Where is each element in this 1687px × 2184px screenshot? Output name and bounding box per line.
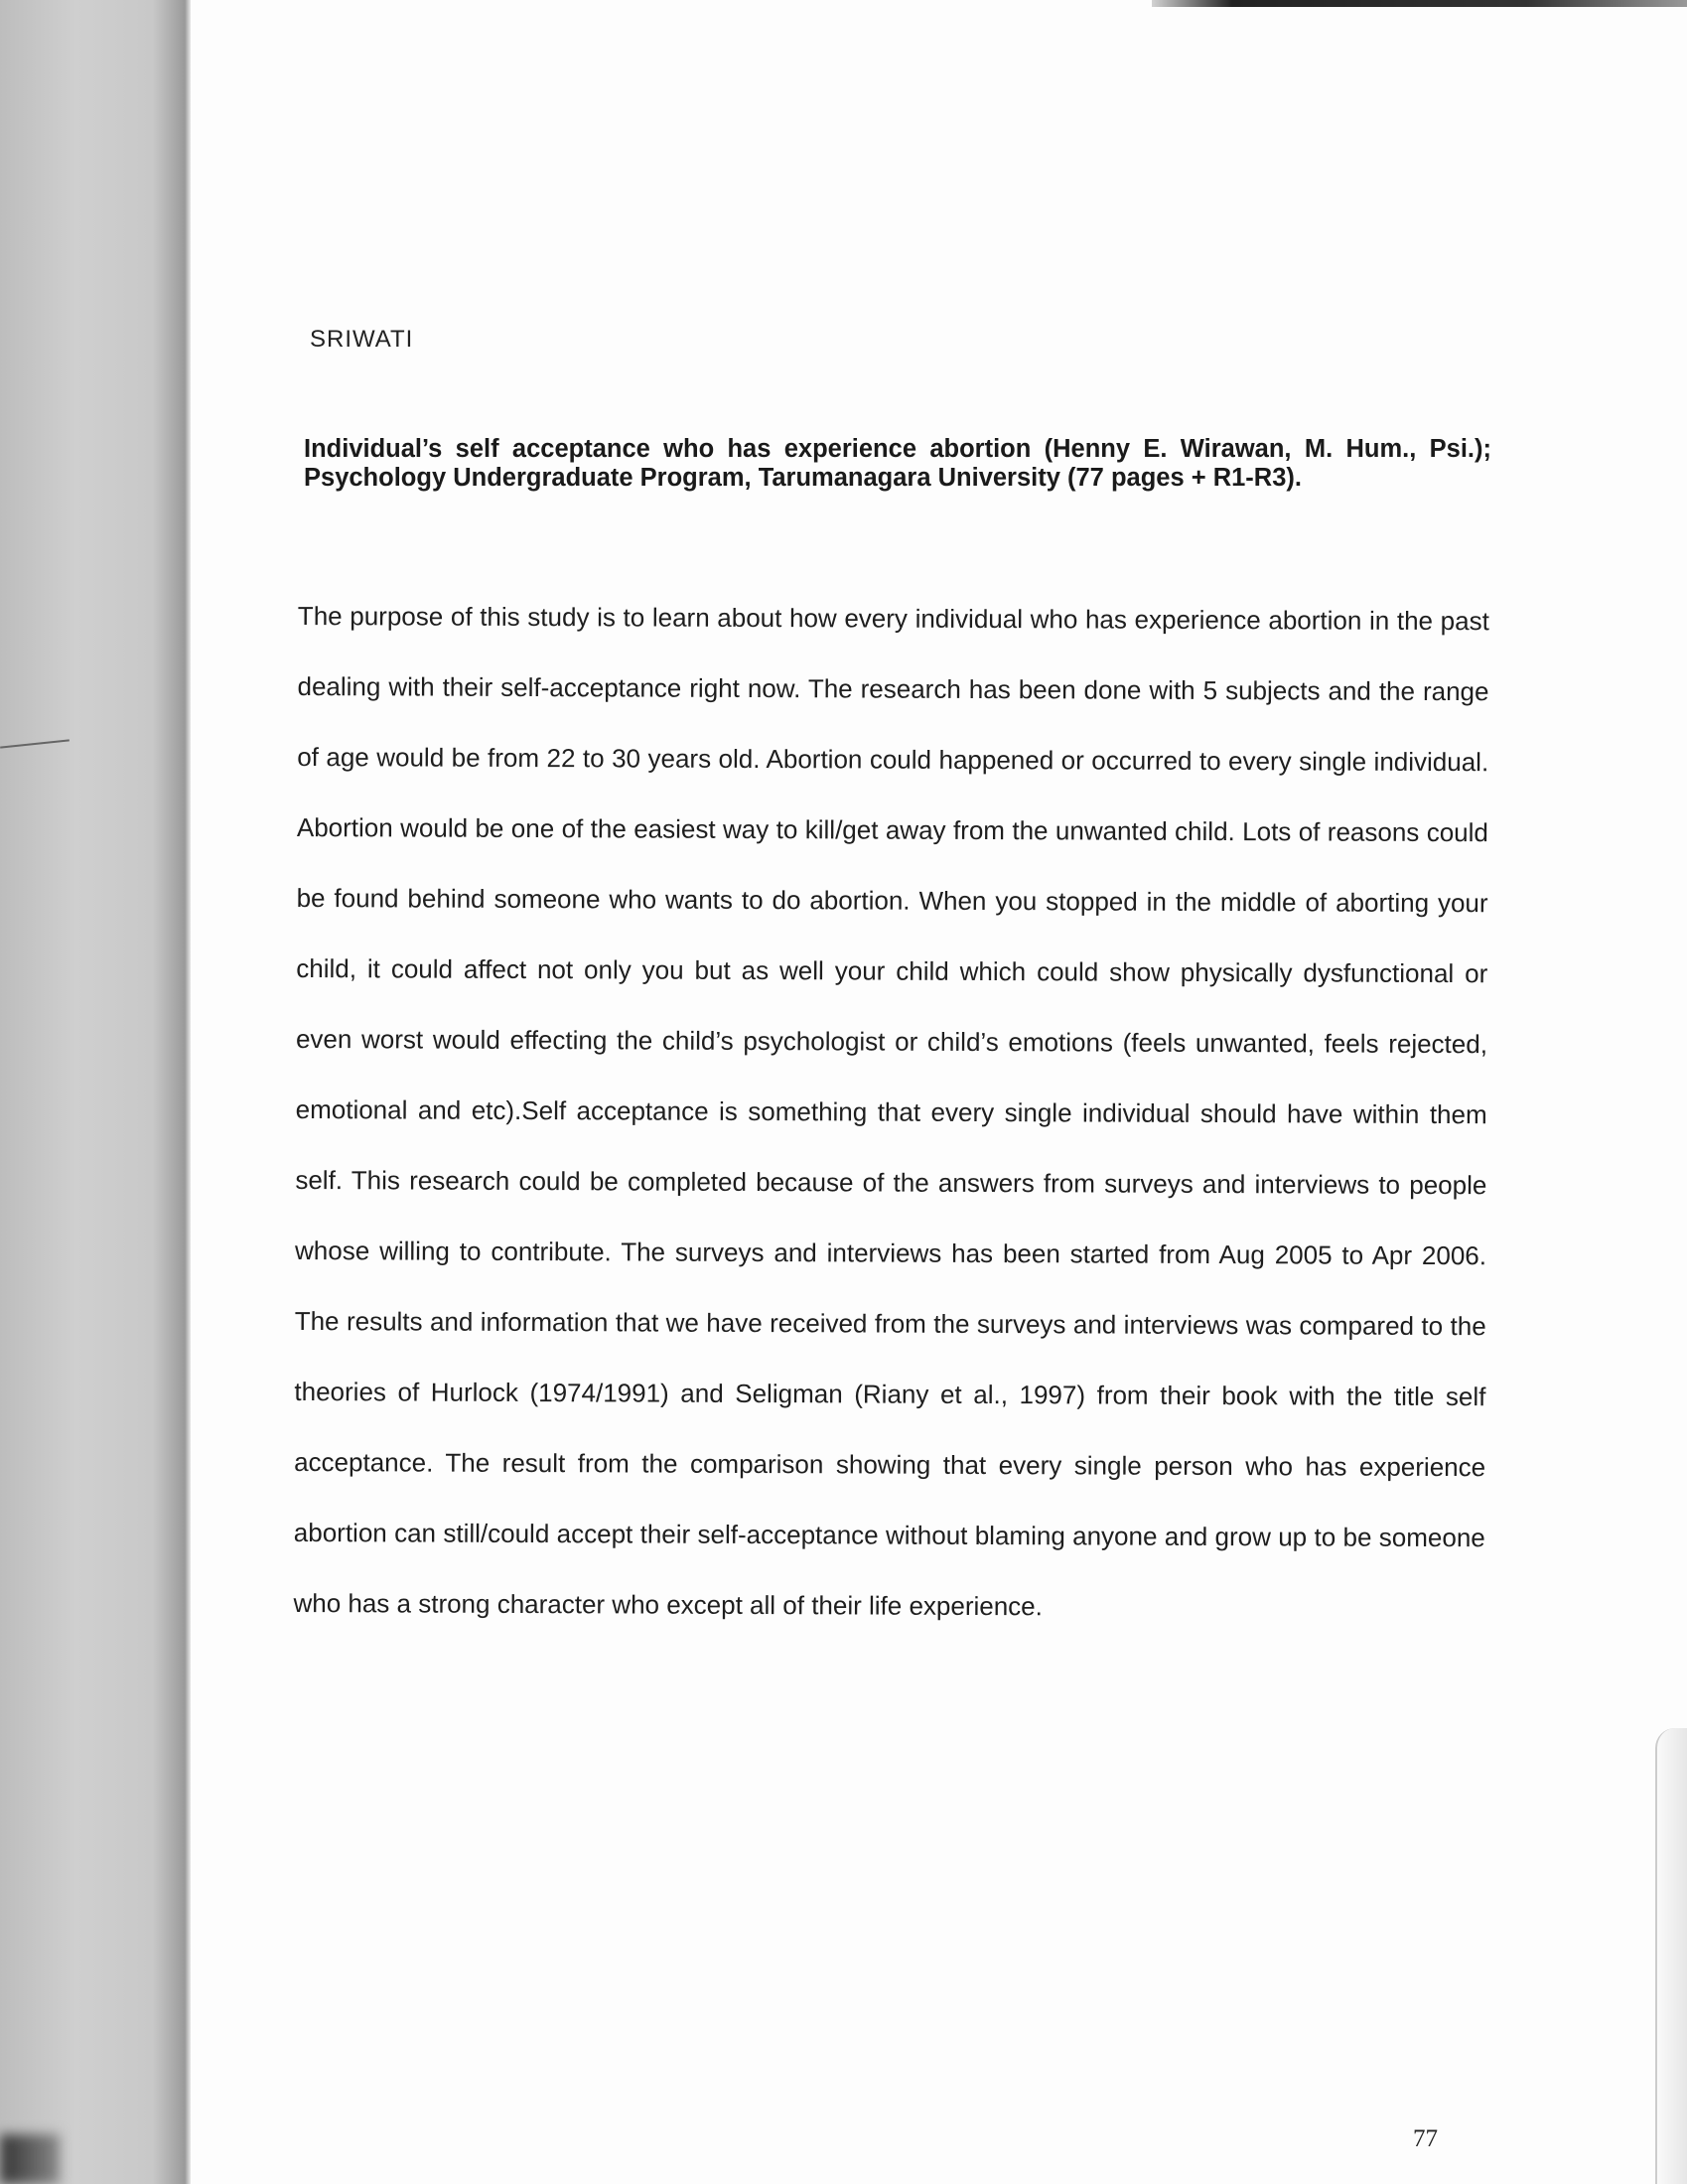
author-name: SRIWATI — [310, 326, 414, 353]
page-number: 77 — [1413, 2125, 1438, 2152]
thesis-citation: Individual’s self acceptance who has experience abortion (Henny E. Wirawan, M. Hum., Psi.); Psychology Undergraduate Program, Tarumanagara University (77 pages + R1-R3). — [304, 435, 1491, 492]
abstract-paragraph: The purpose of this study is to learn about how every individual who has experience abortion in the past dealing with their self-acceptance right now. The research has been done with 5 subjects and the range of age would be from 22 to 30 years old. Abortion could happened or occurred to every single individual. Abortion would be one of the easiest way to kill/get away from the unwanted child. Lots of reasons could be found behind someone who wants to do abortion. When you stopped in the middle of aborting your child, it could affect not only you but as well your child which could show physically dysfunctional or even worst would effecting the child’s psychologist or child’s emotions (feels unwanted, feels rejected, emotional and etc).Self acceptance is something that every single individual should have within them self. This research could be completed because of the answers from surveys and interviews to people whose willing to contribute. The surveys and interviews has been started from Aug 2005 to Apr 2006. The results and information that we have received from the surveys and interviews was compared to the theories of Hurlock (1974/1991) and Seligman (Riany et al., 1997) from their book with the title self acceptance. The result from the comparison showing that every single person who has experience abortion can still/could accept their self-acceptance without blaming anyone and grow up to be someone who has a strong character who except all of their life experience. — [293, 600, 1489, 1622]
